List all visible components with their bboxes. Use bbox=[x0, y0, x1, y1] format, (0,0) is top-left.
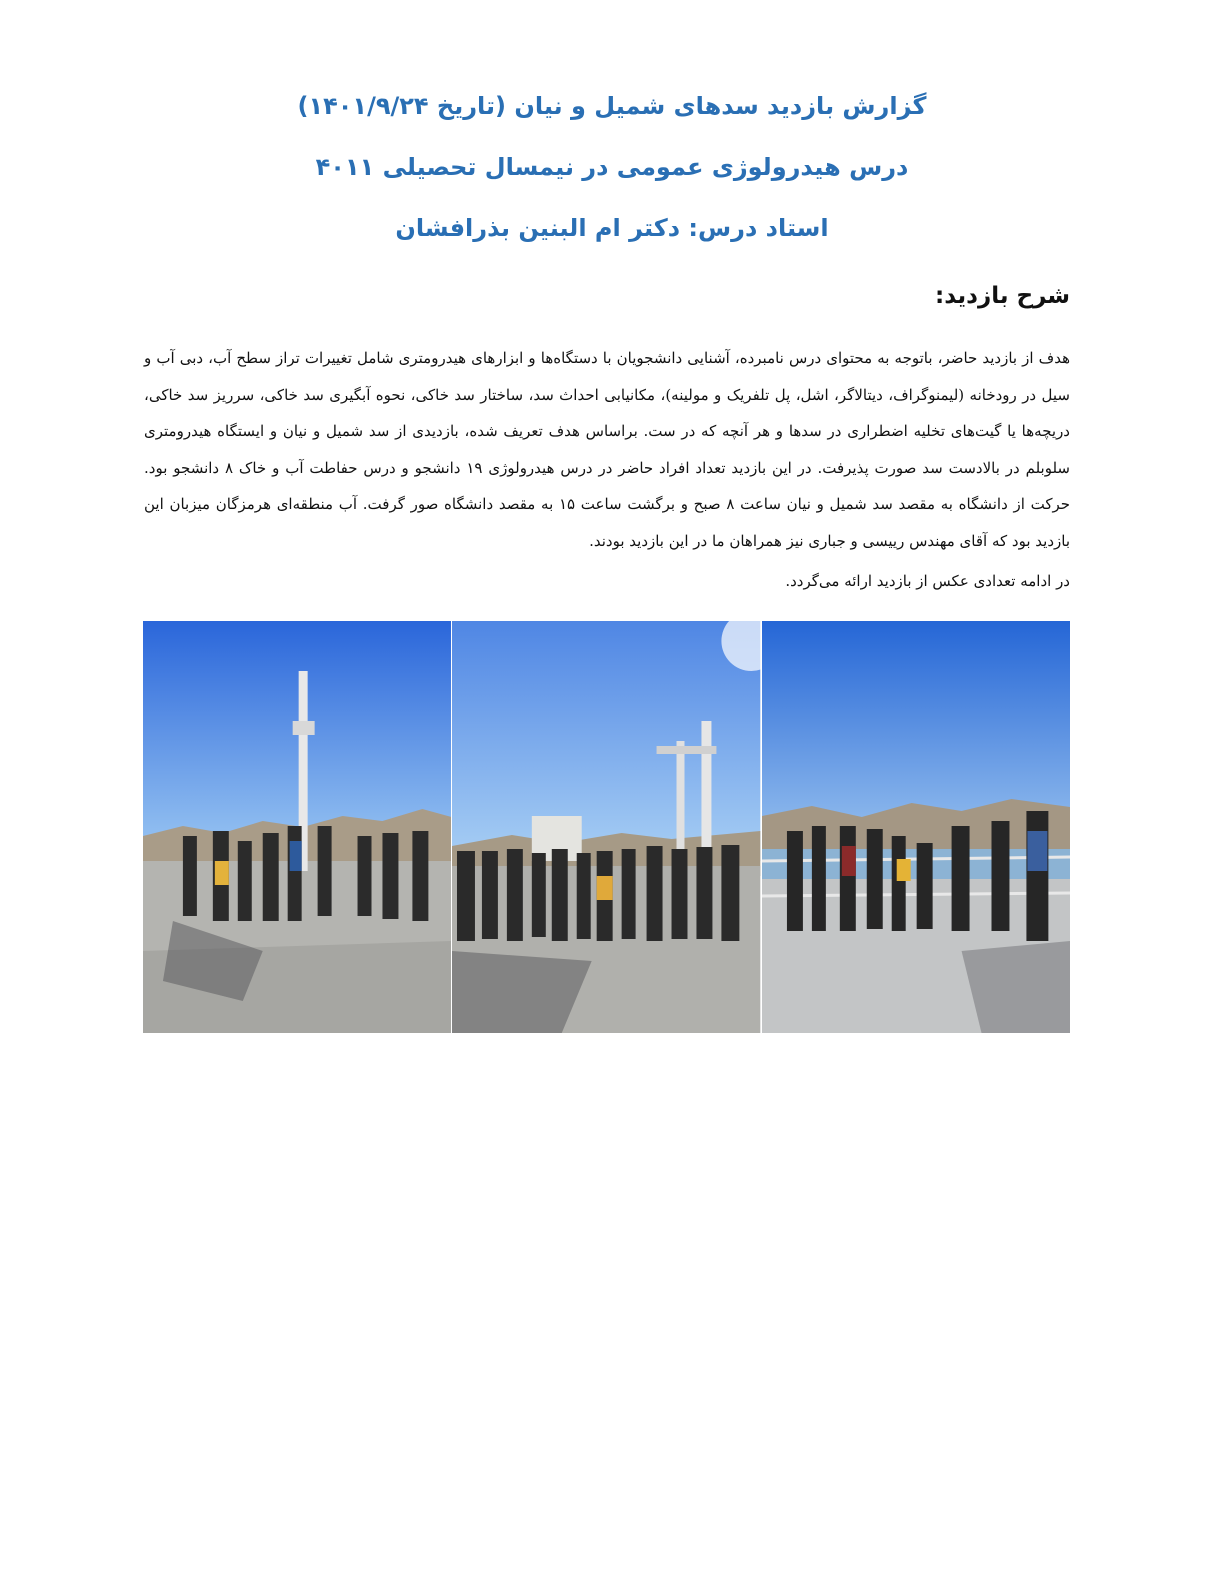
report-title: گزارش بازدید سدهای شمیل و نیان (تاریخ ۱۴۰۱/۹/۲۴) bbox=[297, 92, 927, 120]
title-block bbox=[0, 92, 1224, 274]
photo-strip bbox=[143, 621, 1070, 1033]
visit-description-paragraph: هدف از بازدید حاضر، باتوجه به محتوای درس نامبرده، آشنایی دانشجویان با دستگاه‌ها و ابزارهای هیدرومتری شامل تغییرات تراز سطح آب، دبی آب و سیل در رودخانه (لیمنوگراف، دیتالاگر، اشل، پل تلفریک و مولینه)، مکانیابی احداث سد، ساختار سد خاکی، نحوه آبگیری سد خاکی، سرریز سد خاکی، دریچه‌ها یا گیت‌های تخلیه اضطراری در سدها و هر آنچه که در ست. براساس هدف تعریف شده، بازدیدی از سد شمیل و نیان و ایستگاه هیدرومتری سلوبلم در بالادست سد صورت پذیرفت. در این بازدید تعداد افراد حاضر در درس هیدرولوژی ۱۹ دانشجو و درس حفاطت آب و خاک ۸ دانشجو بود. حرکت از دانشگاه به مقصد سد شمیل و نیان ساعت ۸ صبح و برگشت ساعت ۱۵ به مقصد دانشگاه صور گرفت. آب منطقه‌ای هرمزگان میزبان این بازدید بود که آقای مهندس رییسی و جباری نیز همراهان ما در این بازدید بودند. bbox=[144, 349, 1071, 550]
group-photo-1 bbox=[143, 621, 452, 1033]
group-photo-3 bbox=[762, 621, 1070, 1033]
photos-intro-text: در ادامه تعدادی عکس از بازدید ارائه می‌گردد. bbox=[785, 572, 1070, 590]
instructor-title: استاد درس: دکتر ام البنین بذرافشان bbox=[395, 213, 829, 242]
group-photo-2 bbox=[452, 621, 761, 1033]
course-title: درس هیدرولوژی عمومی در نیمسال تحصیلی ۴۰۱۱ bbox=[315, 152, 909, 181]
section-heading: شرح بازدید: bbox=[935, 283, 1070, 309]
